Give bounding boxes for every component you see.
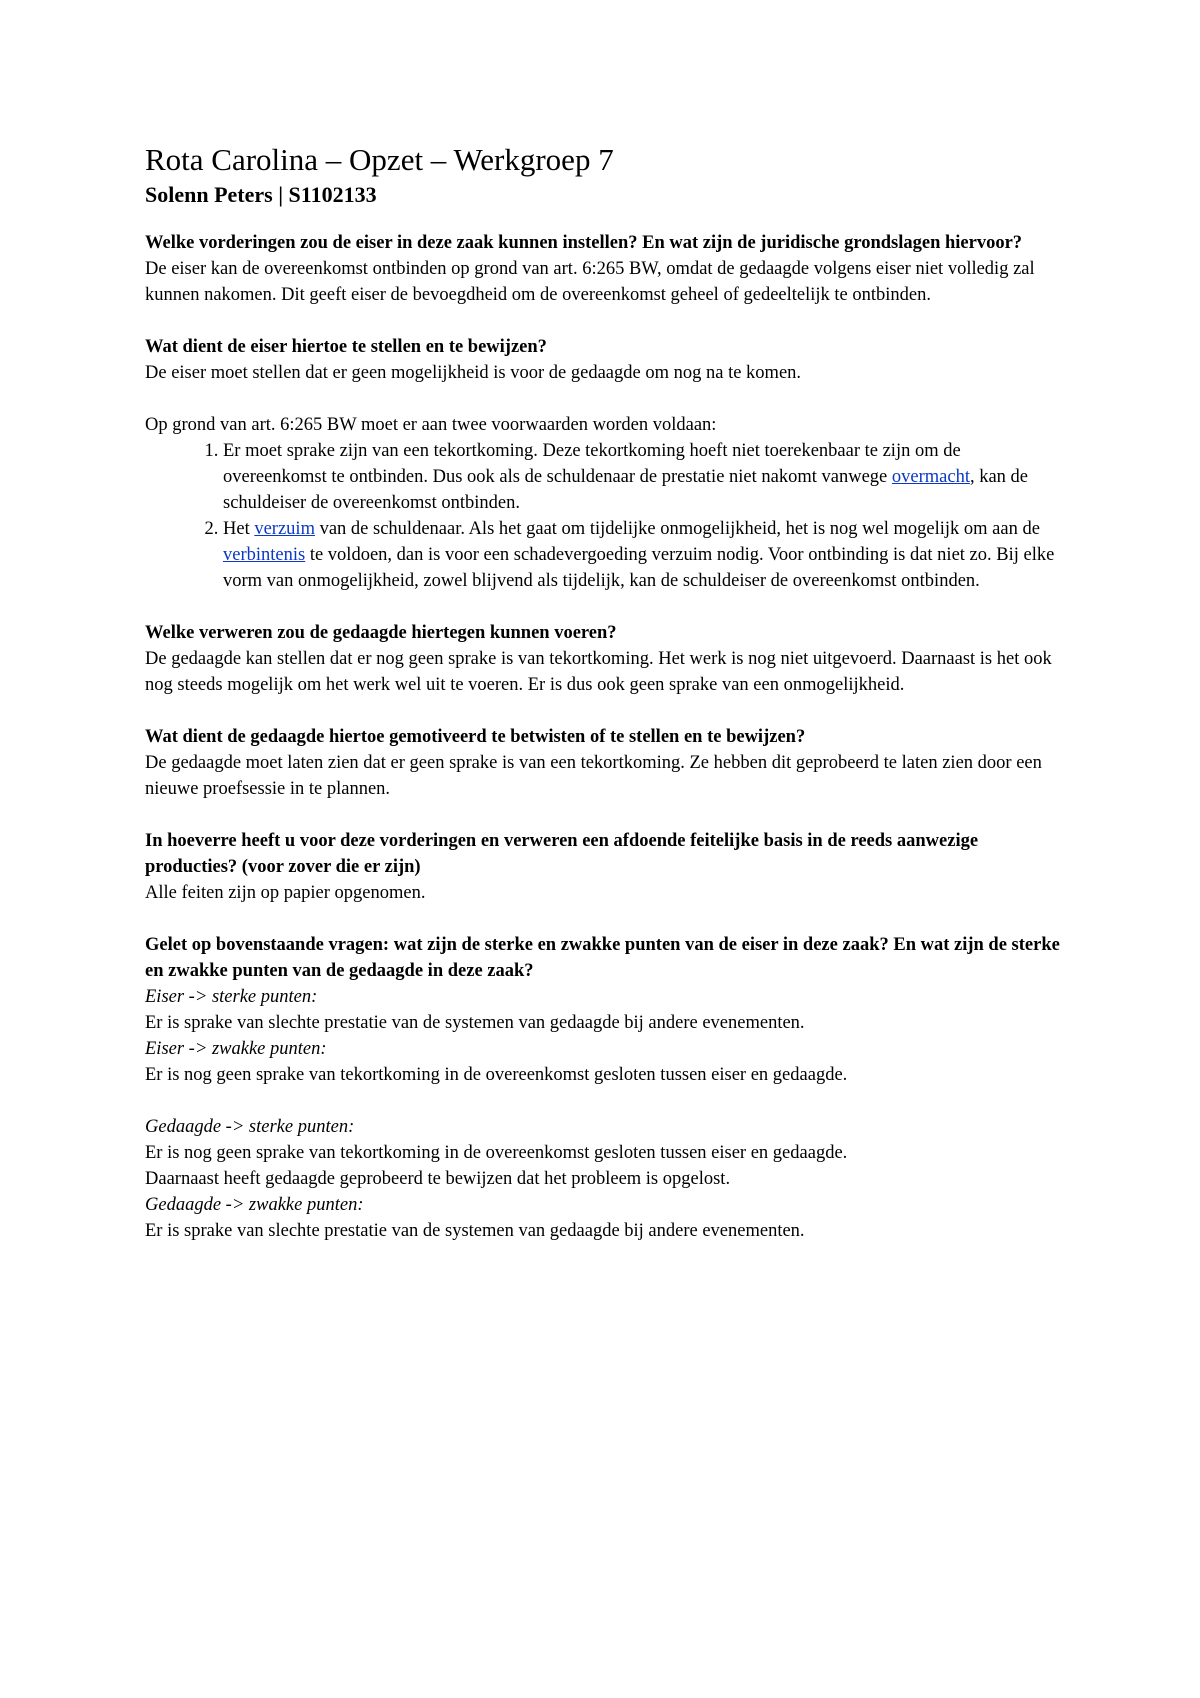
section-vorderingen (145, 230, 1065, 308)
document-page (145, 140, 1065, 1270)
eiser-strong-label: Eiser -> sterke punten: (145, 987, 318, 1007)
answer-paragraph: De eiser kan de overeenkomst ontbinden op grond van art. 6:265 BW, omdat de gedaagde volgens eiser niet volledig zal kunnen nakomen. Dit geeft eiser de bevoegdheid om de overeenkomst geheel of gedeeltelijk te ontbinden. (145, 259, 1035, 305)
author-line: Solenn Peters | S1102133 (145, 182, 377, 207)
list-item: 2. Het verzuim van de schuldenaar. Als het gaat om tijdelijke onmogelijkheid, het is nog wel mogelijk om aan de verbintenis te voldoen, dan is voor een schadevergoeding verzuim nodig. Voor ontbinding is dat niet zo. Bij elke vorm van onmogelijkheid, zowel blijvend als tijdelijk, kan de schuldeiser de overeenkomst ontbinden. (223, 516, 1065, 594)
question-heading: Gelet op bovenstaande vragen: wat zijn de sterke en zwakke punten van de eiser in deze zaak? En wat zijn de sterke en zwakke punten van de gedaagde in deze zaak? (145, 935, 1060, 981)
gedaagde-strong-label: Gedaagde -> sterke punten: (145, 1117, 355, 1137)
gedaagde-weak-label: Gedaagde -> zwakke punten: (145, 1195, 364, 1215)
gedaagde-strong-text: Er is nog geen sprake van tekortkoming in de overeenkomst gesloten tussen eiser en gedaagde. (145, 1143, 848, 1163)
answer-paragraph: Alle feiten zijn op papier opgenomen. (145, 883, 426, 903)
section-verweren (145, 620, 1065, 698)
answer-paragraph: De gedaagde kan stellen dat er nog geen sprake is van tekortkoming. Het werk is nog niet uitgevoerd. Daarnaast is het ook nog steeds mogelijk om het werk wel uit te voeren. Er is dus ook geen sprake van een onmogelijkheid. (145, 649, 1052, 695)
requirements-intro: Op grond van art. 6:265 BW moet er aan twee voorwaarden worden voldaan: (145, 415, 717, 435)
answer-paragraph: De eiser moet stellen dat er geen mogelijkheid is voor de gedaagde om nog na te komen. (145, 363, 802, 383)
link-verbintenis[interactable]: verbintenis (223, 545, 306, 565)
question-heading: Wat dient de eiser hiertoe te stellen en te bewijzen? (145, 337, 547, 357)
section-stellen-bewijzen (145, 334, 1065, 594)
document-title: Rota Carolina – Opzet – Werkgroep 7 (145, 142, 614, 177)
requirements-list (145, 438, 1065, 594)
list-item: 1. Er moet sprake zijn van een tekortkoming. Deze tekortkoming hoeft niet toerekenbaar te zijn om de overeenkomst te ontbinden. Dus ook als de schuldenaar de prestatie niet nakomt vanwege overmacht, kan de schuldeiser de overeenkomst ontbinden. (223, 438, 1065, 516)
section-gedaagde-bewijzen (145, 724, 1065, 802)
gedaagde-strong-text: Daarnaast heeft gedaagde geprobeerd te bewijzen dat het probleem is opgelost. (145, 1169, 731, 1189)
question-heading: Wat dient de gedaagde hiertoe gemotiveerd te betwisten of te stellen en te bewijzen? (145, 727, 806, 747)
link-overmacht[interactable]: overmacht (891, 467, 970, 487)
gedaagde-weak-text: Er is sprake van slechte prestatie van de systemen van gedaagde bij andere evenementen. (145, 1221, 805, 1241)
question-heading: In hoeverre heeft u voor deze vorderingen en verweren een afdoende feitelijke basis in de reeds aanwezige producties? (voor zover die er zijn) (145, 831, 979, 877)
eiser-strong-text: Er is sprake van slechte prestatie van de systemen van gedaagde bij andere evenementen. (145, 1013, 805, 1033)
section-feitelijke-basis (145, 828, 1065, 906)
question-heading: Welke vorderingen zou de eiser in deze zaak kunnen instellen? En wat zijn de juridische grondslagen hiervoor? (145, 233, 1023, 253)
link-verzuim[interactable]: verzuim (254, 519, 315, 539)
answer-paragraph: De gedaagde moet laten zien dat er geen sprake is van een tekortkoming. Ze hebben dit geprobeerd te laten zien door een nieuwe proefsessie in te plannen. (145, 753, 1042, 799)
eiser-weak-label: Eiser -> zwakke punten: (145, 1039, 327, 1059)
eiser-weak-text: Er is nog geen sprake van tekortkoming in de overeenkomst gesloten tussen eiser en gedaagde. (145, 1065, 848, 1085)
question-heading: Welke verweren zou de gedaagde hiertegen kunnen voeren? (145, 623, 617, 643)
section-sterke-zwakke-punten (145, 932, 1065, 1244)
